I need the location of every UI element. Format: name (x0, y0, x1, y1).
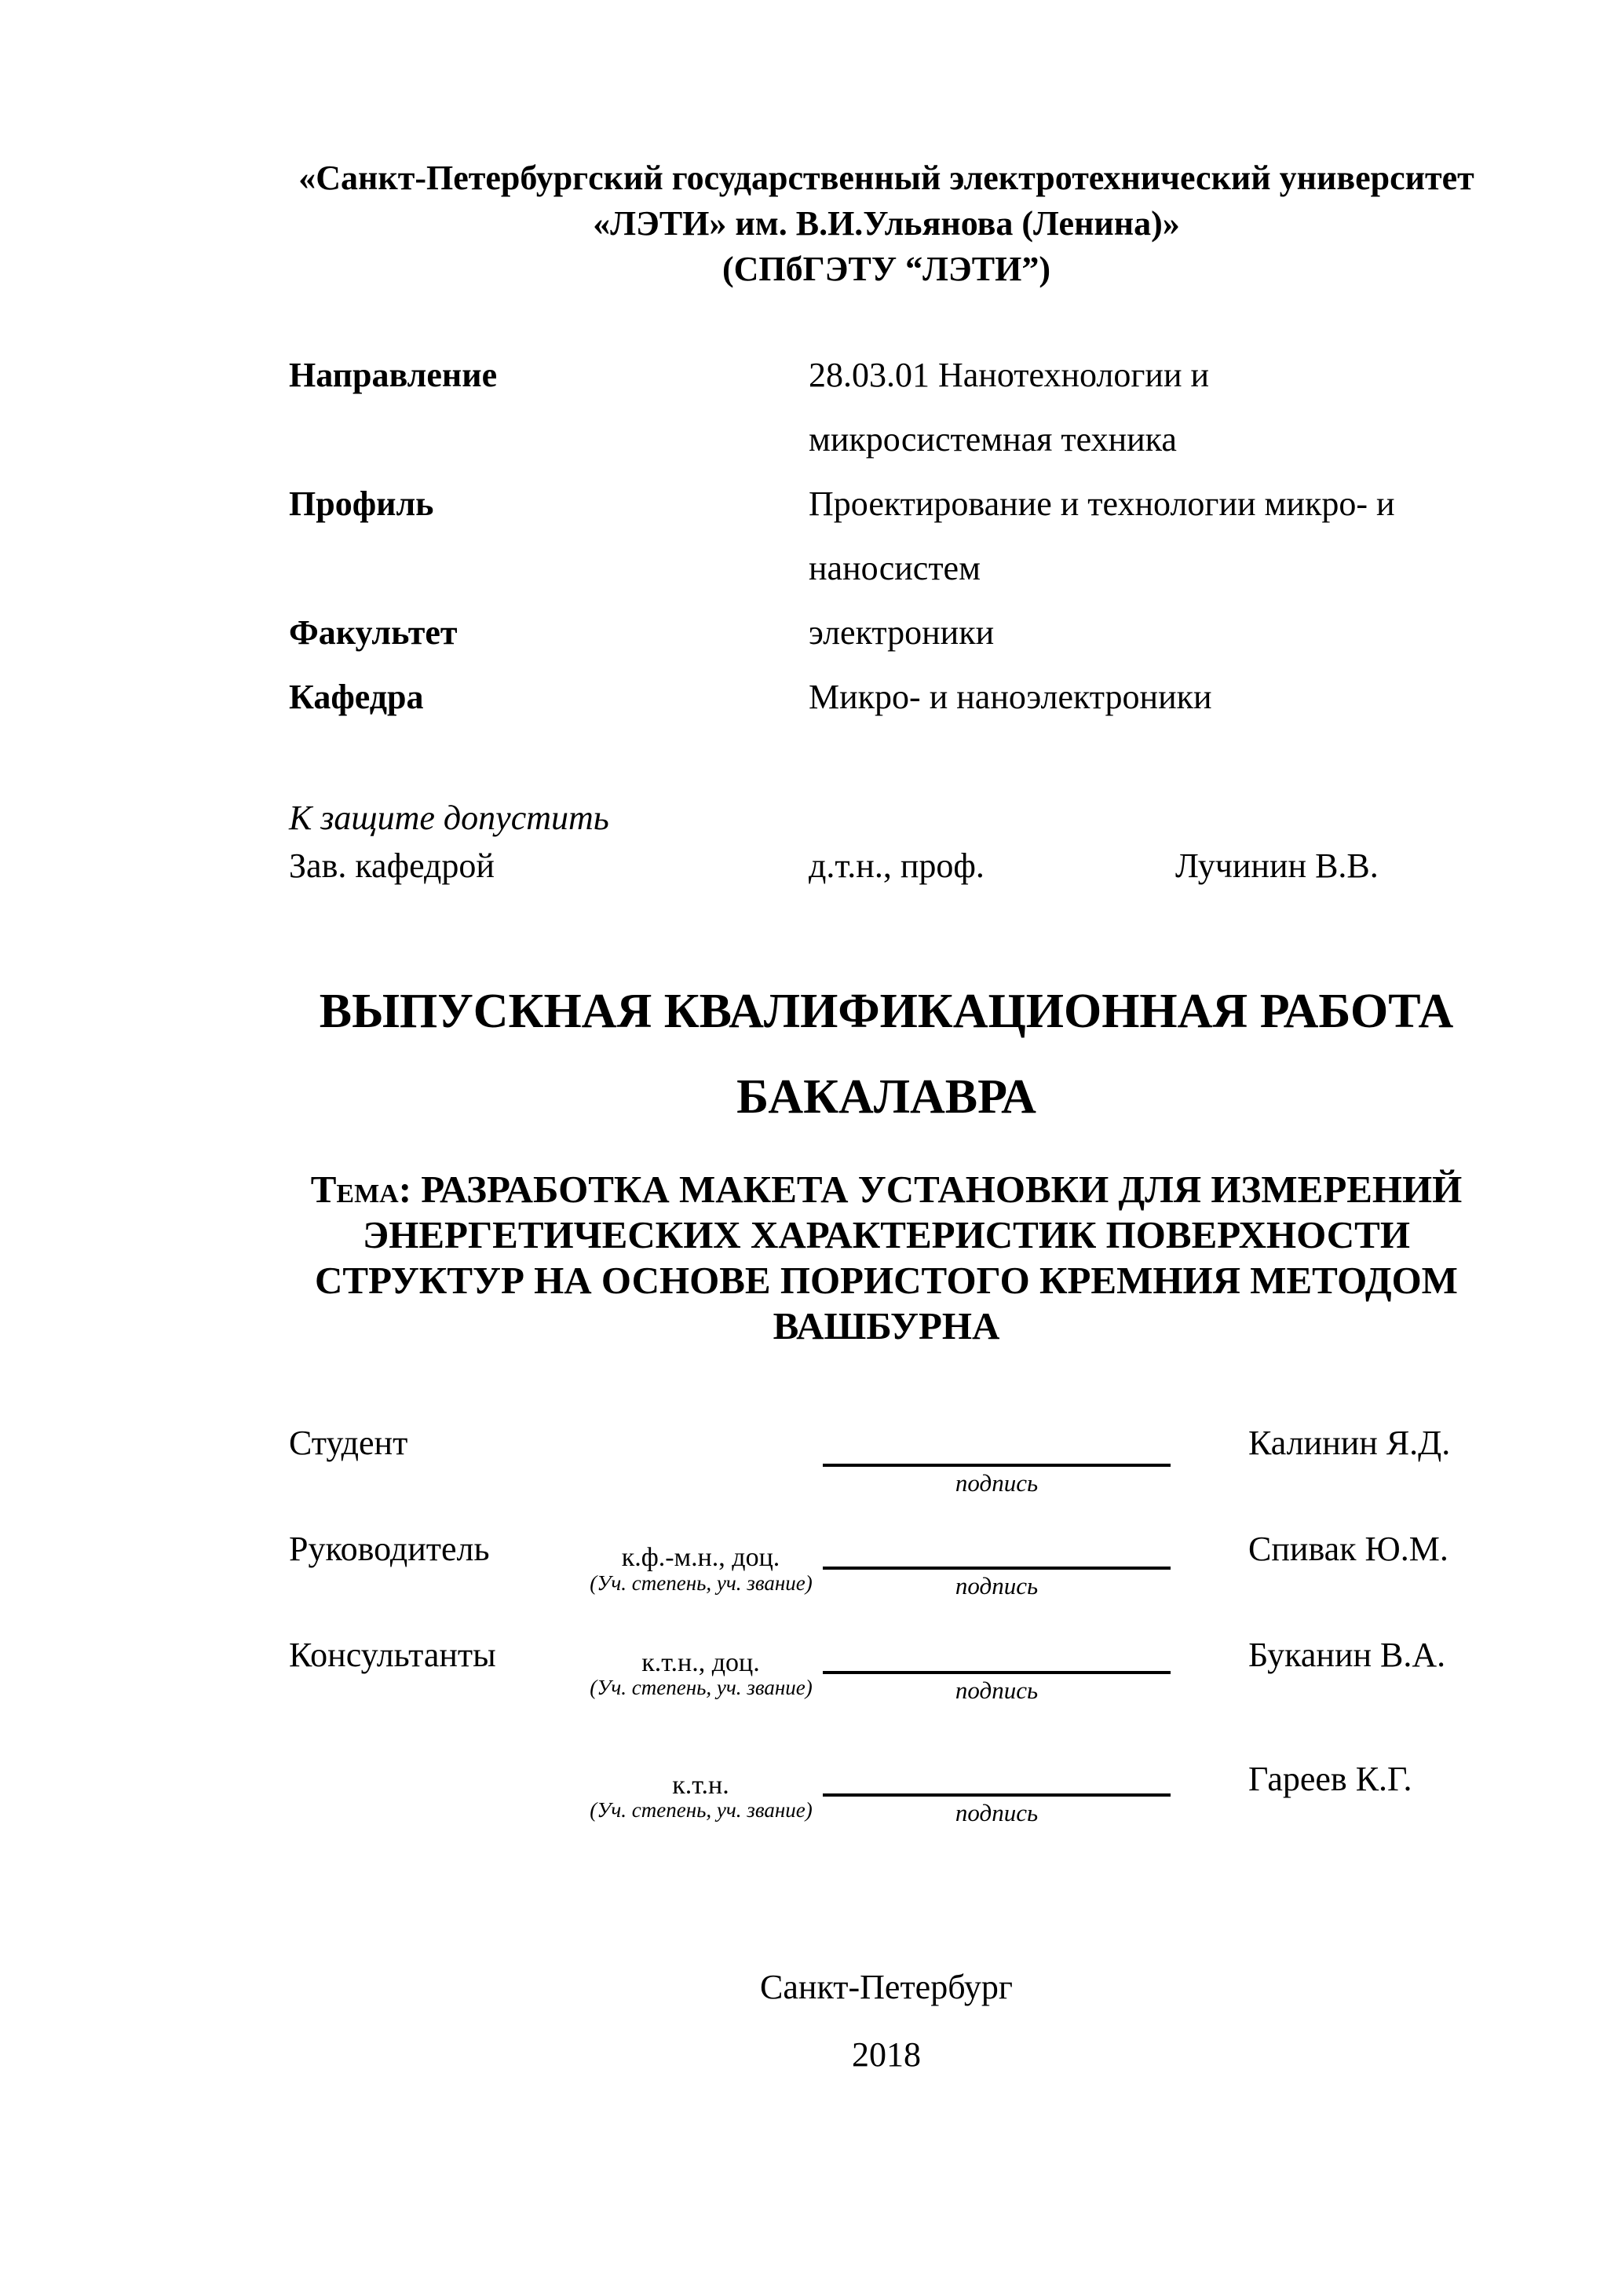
profile-value-line2: наносистем (809, 549, 981, 587)
department-head-label: Зав. кафедрой (289, 846, 495, 885)
university-name-line2: «ЛЭТИ» им. В.И.Ульянова (Ленина)» (593, 204, 1180, 243)
department-head-name: Лучинин В.В. (1175, 846, 1379, 885)
theme-line4: ВАШБУРНА (773, 1304, 1000, 1347)
theme-line2: ЭНЕРГЕТИЧЕСКИХ ХАРАКТЕРИСТИК ПОВЕРХНОСТИ (363, 1213, 1410, 1256)
direction-value-line1: 28.03.01 Нанотехнологии и (809, 356, 1210, 394)
department-value: Микро- и наноэлектроники (809, 678, 1212, 716)
faculty-value: электроники (809, 613, 995, 652)
consultant1-signature-caption: подпись (955, 1676, 1039, 1704)
supervisor-degree: к.ф.-м.н., доц. (621, 1543, 780, 1572)
university-header (289, 155, 1484, 292)
supervisor-degree-caption: (Уч. степень, уч. звание) (590, 1571, 813, 1595)
theme-line1 (289, 1167, 1484, 1212)
profile-value-line1: Проектирование и технологии микро- и (809, 484, 1395, 523)
consultant1-degree-caption: (Уч. степень, уч. звание) (590, 1676, 813, 1699)
theme-line1-text: РАЗРАБОТКА МАКЕТА УСТАНОВКИ ДЛЯ ИЗМЕРЕНИЙ (421, 1168, 1463, 1211)
university-abbreviation: (СПбГЭТУ “ЛЭТИ”) (722, 250, 1050, 288)
student-signature-line (823, 1464, 1171, 1467)
supervisor-signature-caption: подпись (955, 1572, 1039, 1600)
student-signature-caption: подпись (955, 1469, 1039, 1497)
faculty-label: Факультет (289, 613, 458, 652)
work-title-line1: ВЫПУСКНАЯ КВАЛИФИКАЦИОННАЯ РАБОТА (319, 985, 1454, 1038)
department-head-degree: д.т.н., проф. (809, 846, 985, 885)
consultant2-degree: к.т.н. (672, 1771, 729, 1800)
profile-label: Профиль (289, 484, 434, 523)
footer-year: 2018 (852, 2035, 921, 2074)
consultant2-signature-caption: подпись (955, 1799, 1039, 1826)
consultant1-signature-line (823, 1671, 1171, 1674)
student-role-label: Студент (289, 1424, 408, 1462)
university-name-line1: «Санкт-Петербургский государственный электротехнический университет (298, 159, 1474, 197)
direction-value-line2: микросистемная техника (809, 420, 1177, 459)
supervisor-role-label: Руководитель (289, 1530, 490, 1568)
supervisor-signature-line (823, 1567, 1171, 1570)
supervisor-name: Спивак Ю.М. (1248, 1530, 1448, 1568)
consultant2-signature-line (823, 1793, 1171, 1797)
consultants-role-label: Консультанты (289, 1636, 496, 1674)
admission-note: К защите допустить (289, 799, 609, 837)
theme-prefix: Тема: (310, 1168, 412, 1211)
direction-label: Направление (289, 356, 498, 394)
department-label: Кафедра (289, 678, 424, 716)
student-name: Калинин Я.Д. (1248, 1424, 1451, 1462)
consultant2-degree-caption: (Уч. степень, уч. звание) (590, 1798, 813, 1822)
consultant2-name: Гареев К.Г. (1248, 1760, 1412, 1798)
theme-block (289, 1167, 1484, 1349)
theme-line3: СТРУКТУР НА ОСНОВЕ ПОРИСТОГО КРЕМНИЯ МЕТОДОМ (315, 1259, 1458, 1302)
work-title-line2: БАКАЛАВРА (736, 1070, 1036, 1124)
consultant1-degree: к.т.н., доц. (641, 1648, 760, 1677)
consultant1-name: Буканин В.А. (1248, 1636, 1446, 1674)
footer-city: Санкт-Петербург (760, 1968, 1013, 2006)
